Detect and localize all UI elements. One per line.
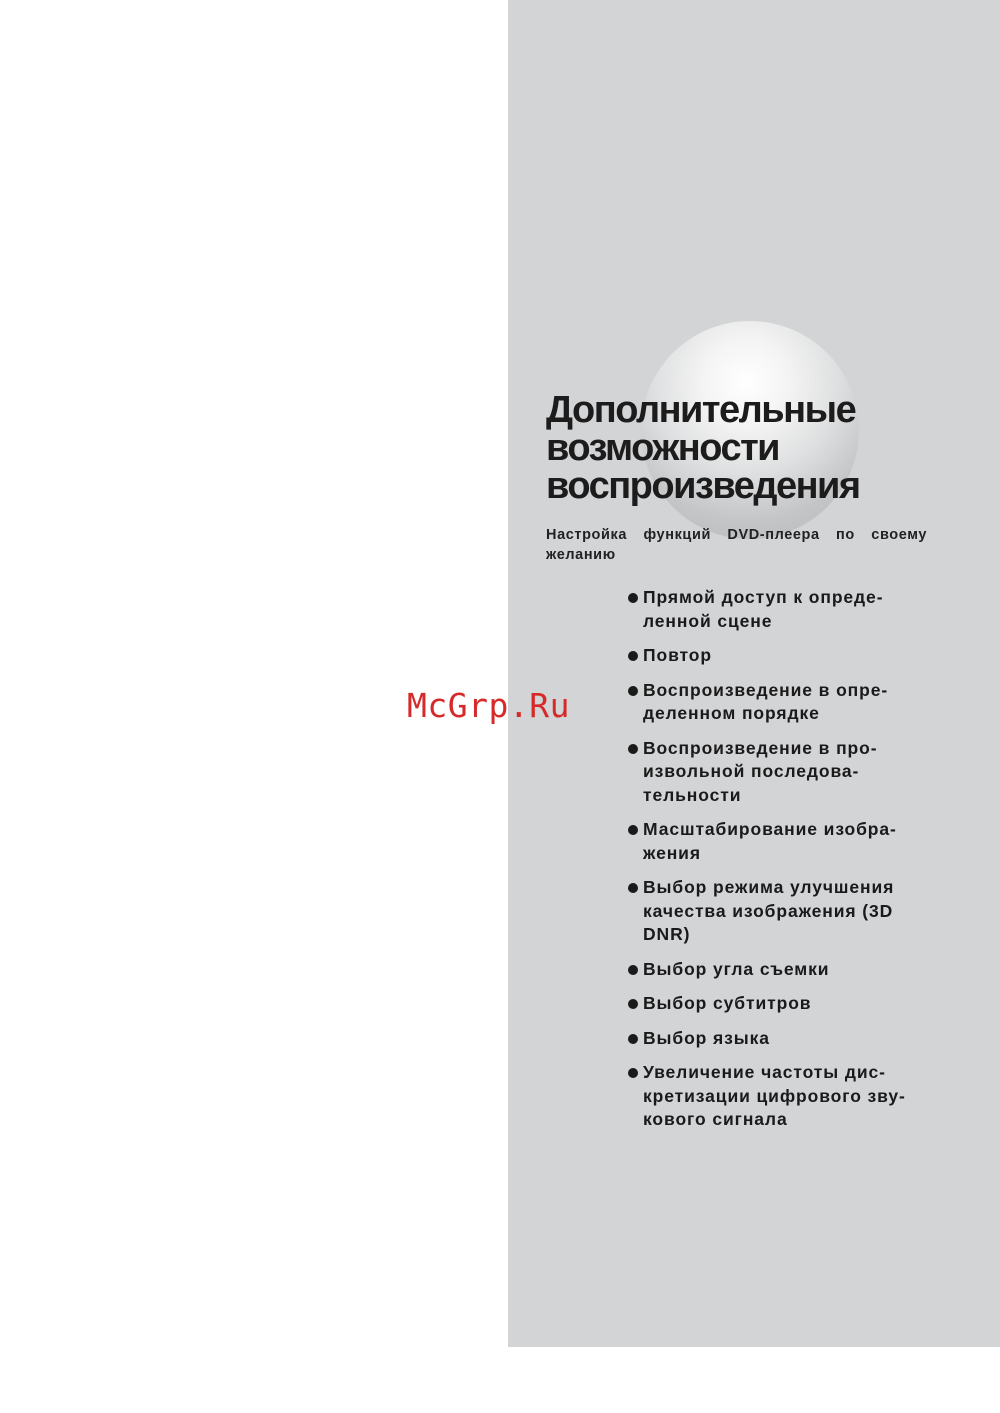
feature-text: Повтор [643,645,712,665]
feature-text: Выбор языка [643,1027,770,1048]
watermark-text: McGrp.Ru [407,686,570,725]
feature-text: Выбор угла съемки [643,958,830,979]
bullet-icon [628,999,638,1009]
section-title [546,391,966,505]
section-title-line-1: Дополнительные [546,389,856,431]
feature-item-language [627,1027,927,1051]
feature-item-3d-dnr [627,876,927,947]
section-subtitle: Настройка функций DVD-плеера по своему желанию [546,527,927,563]
feature-item-direct-access [627,586,927,633]
section-title-line-3: воспроизведения [546,465,860,507]
feature-item-random-play [627,737,927,808]
feature-text: Выбор режима улучшения качества изображения (3D DNR) [643,877,895,944]
feature-item-zoom [627,818,927,865]
feature-item-angle [627,958,927,982]
feature-text: Выбор субтитров [643,993,812,1013]
feature-text: Прямой доступ к опреде- ленной сцене [643,587,884,631]
feature-item-program-play [627,679,927,726]
bullet-icon [628,1068,638,1078]
bullet-icon [628,744,638,754]
bullet-icon [628,965,638,975]
feature-item-subtitles [627,992,927,1016]
feature-text: Воспроизведение в опре- деленном порядке [643,679,889,723]
feature-item-repeat [627,644,927,668]
section-title-line-2: возможности [546,427,780,469]
feature-text: Увеличение частоты дис- кретизации цифрового зву- кового сигнала [643,1062,906,1129]
bullet-icon [628,825,638,835]
bullet-icon [628,1034,638,1044]
bullet-icon [628,651,638,661]
bullet-icon [628,686,638,696]
feature-text: Масштабирование изобра- жения [643,819,897,863]
bullet-icon [628,883,638,893]
feature-list [627,586,927,1143]
bullet-icon [628,593,638,603]
feature-item-upsampling [627,1061,927,1132]
feature-text: Воспроизведение в про- извольной последова- тельности [643,737,878,805]
